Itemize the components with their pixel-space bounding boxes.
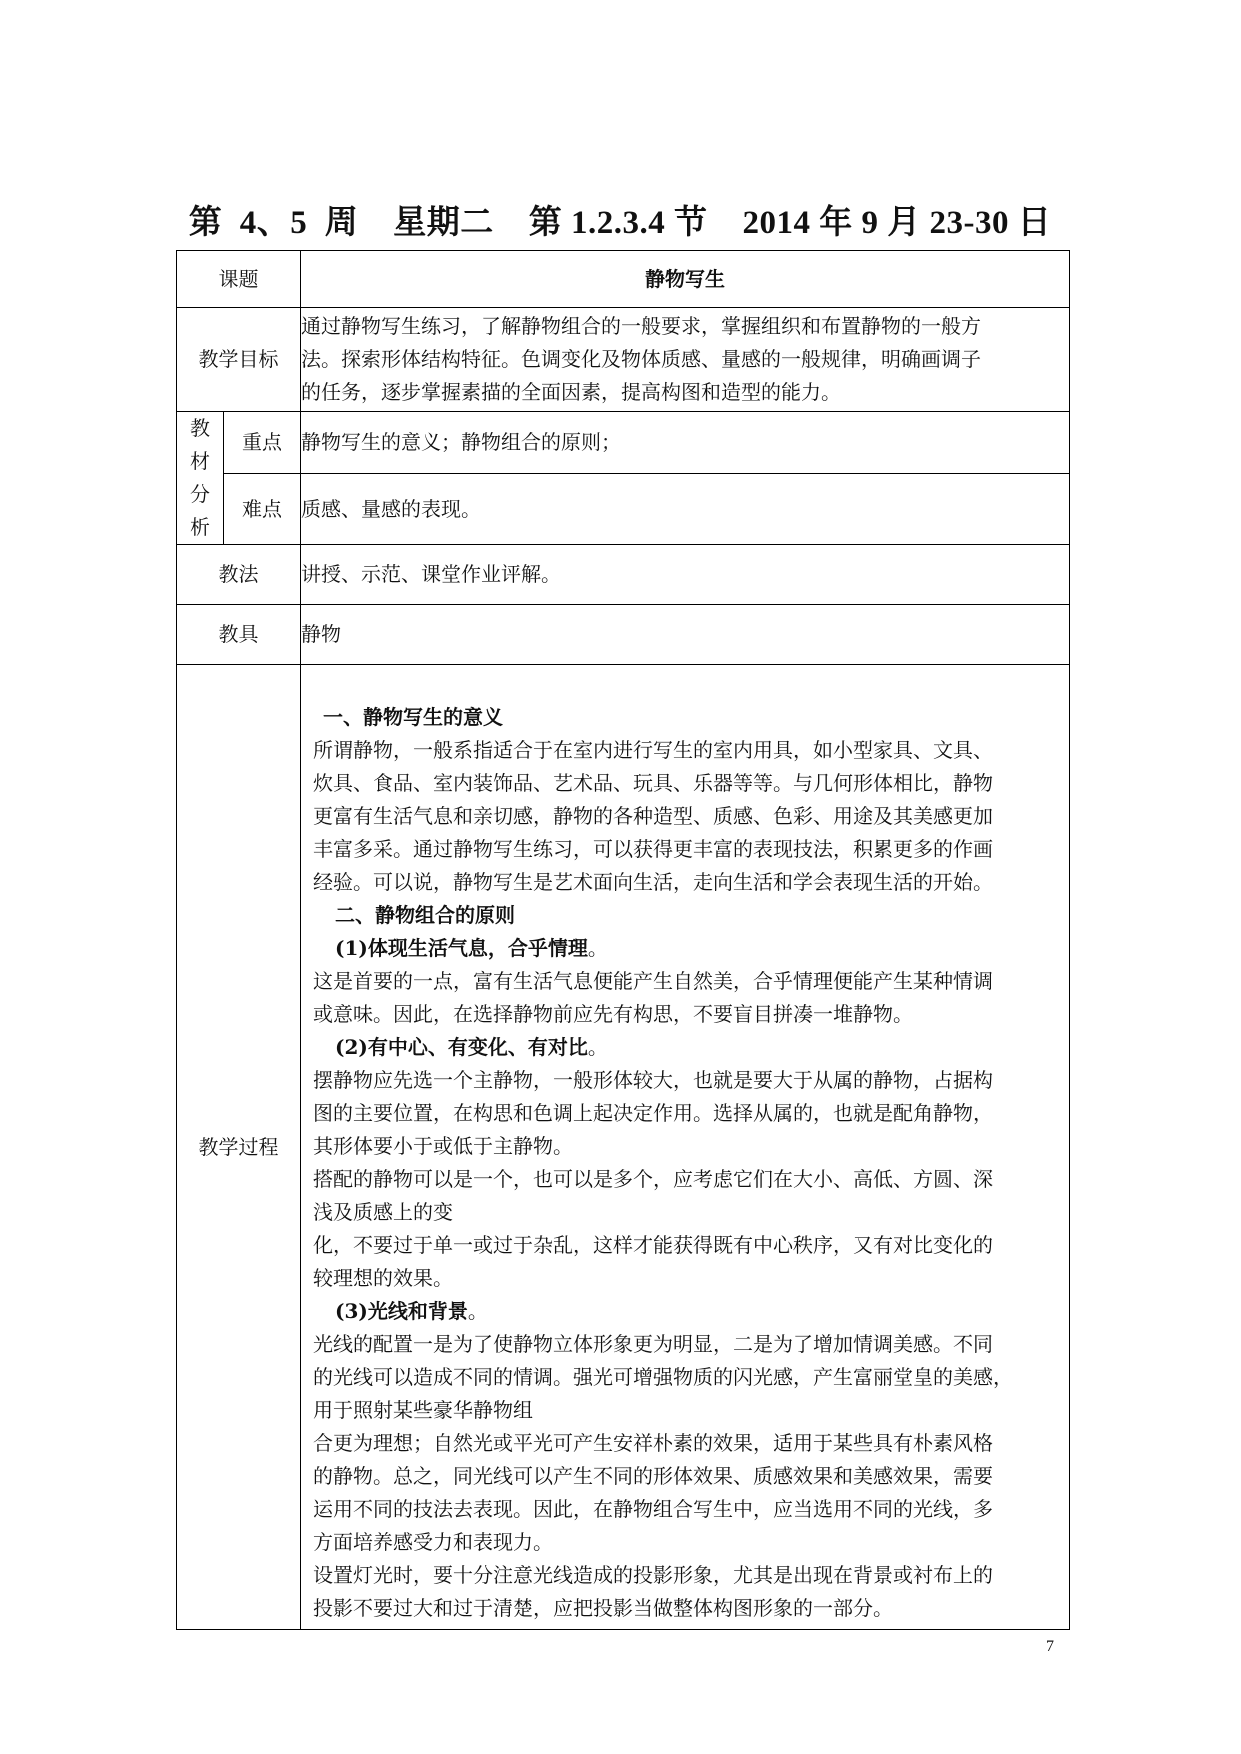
subsection-heading-text: (3)光线和背景 bbox=[335, 1299, 468, 1323]
tools-label: 教具 bbox=[177, 605, 301, 665]
process-content bbox=[301, 665, 1070, 1630]
method-label: 教法 bbox=[177, 545, 301, 605]
analysis-label bbox=[177, 412, 224, 545]
method-row bbox=[177, 545, 1070, 605]
paragraph-line: 摆静物应先选一个主静物，一般形体较大，也就是要大于从属的静物，占据构 bbox=[313, 1068, 993, 1092]
subsection-heading bbox=[313, 1031, 1059, 1064]
paragraph-line: 投影不要过大和过于清楚，应把投影当做整体构图形象的一部分。 bbox=[313, 1596, 893, 1620]
paragraph-line: 其形体要小于或低于主静物。 bbox=[313, 1134, 573, 1158]
section-heading: 一、静物写生的意义 bbox=[323, 705, 503, 729]
process-row bbox=[177, 665, 1070, 1630]
paragraph-line: 化，不要过于单一或过于杂乱，这样才能获得既有中心秩序，又有对比变化的 bbox=[313, 1233, 993, 1257]
goal-line: 通过静物写生练习，了解静物组合的一般要求，掌握组织和布置静物的一般方 bbox=[301, 314, 981, 338]
paragraph-line: 设置灯光时，要十分注意光线造成的投影形象，尤其是出现在背景或衬布上的 bbox=[313, 1563, 993, 1587]
subsection-heading-punct: 。 bbox=[587, 1035, 608, 1059]
key-value: 静物写生的意义；静物组合的原则； bbox=[301, 412, 1070, 474]
lesson-plan-table bbox=[176, 250, 1070, 1630]
goal-line: 的任务，逐步掌握素描的全面因素，提高构图和造型的能力。 bbox=[301, 380, 841, 404]
paragraph-line: 或意味。因此，在选择静物前应先有构思，不要盲目拼凑一堆静物。 bbox=[313, 1002, 913, 1026]
paragraph-line: 炊具、食品、室内装饰品、艺术品、玩具、乐器等等。与几何形体相比，静物 bbox=[313, 771, 993, 795]
subsection-heading bbox=[313, 932, 1059, 965]
subsection-heading-text: (1)体现生活气息，合乎情理 bbox=[335, 936, 588, 960]
difficulty-row bbox=[177, 474, 1070, 545]
subsection-heading-text: (2)有中心、有变化、有对比 bbox=[335, 1035, 588, 1059]
method-value: 讲授、示范、课堂作业评解。 bbox=[301, 545, 1070, 605]
goal-line: 法。探索形体结构特征。色调变化及物体质感、量感的一般规律，明确画调子 bbox=[301, 347, 981, 371]
paragraph-line: 用于照射某些豪华静物组 bbox=[313, 1398, 533, 1422]
section-heading: 二、静物组合的原则 bbox=[335, 903, 515, 927]
process-label: 教学过程 bbox=[177, 665, 301, 1630]
analysis-char: 分 bbox=[190, 482, 210, 506]
subsection-heading-punct: 。 bbox=[467, 1299, 488, 1323]
tools-value: 静物 bbox=[301, 605, 1070, 665]
paragraph-line: 的光线可以造成不同的情调。强光可增强物质的闪光感，产生富丽堂皇的美感， bbox=[313, 1365, 1013, 1389]
topic-row bbox=[177, 251, 1070, 308]
difficulty-value: 质感、量感的表现。 bbox=[301, 474, 1070, 545]
subsection-heading bbox=[313, 1295, 1059, 1328]
subsection-heading-punct: 。 bbox=[587, 936, 608, 960]
analysis-char: 材 bbox=[190, 449, 210, 473]
paragraph-line: 方面培养感受力和表现力。 bbox=[313, 1530, 553, 1554]
paragraph-line: 经验。可以说，静物写生是艺术面向生活，走向生活和学会表现生活的开始。 bbox=[313, 870, 993, 894]
paragraph-line: 搭配的静物可以是一个，也可以是多个，应考虑它们在大小、高低、方圆、深 bbox=[313, 1167, 993, 1191]
paragraph-line: 合更为理想；自然光或平光可产生安祥朴素的效果，适用于某些具有朴素风格 bbox=[313, 1431, 993, 1455]
goal-row bbox=[177, 308, 1070, 412]
topic-label: 课题 bbox=[177, 251, 301, 308]
page-number: 7 bbox=[1046, 1638, 1054, 1655]
paragraph-line: 的静物。总之，同光线可以产生不同的形体效果、质感效果和美感效果，需要 bbox=[313, 1464, 993, 1488]
paragraph-line: 较理想的效果。 bbox=[313, 1266, 453, 1290]
paragraph-line: 这是首要的一点，富有生活气息便能产生自然美，合乎情理便能产生某种情调 bbox=[313, 969, 993, 993]
paragraph-line: 图的主要位置，在构思和色调上起决定作用。选择从属的，也就是配角静物， bbox=[313, 1101, 993, 1125]
topic-value: 静物写生 bbox=[301, 251, 1070, 308]
goal-label: 教学目标 bbox=[177, 308, 301, 412]
paragraph-line: 更富有生活气息和亲切感，静物的各种造型、质感、色彩、用途及其美感更加 bbox=[313, 804, 993, 828]
analysis-char: 析 bbox=[190, 515, 210, 539]
paragraph-line: 所谓静物，一般系指适合于在室内进行写生的室内用具，如小型家具、文具、 bbox=[313, 738, 993, 762]
key-row bbox=[177, 412, 1070, 474]
paragraph-line: 丰富多采。通过静物写生练习，可以获得更丰富的表现技法，积累更多的作画 bbox=[313, 837, 993, 861]
page-title: 第 4、5 周 星期二 第 1.2.3.4 节 2014 年 9 月 23-30 日 bbox=[188, 205, 1052, 241]
key-label: 重点 bbox=[224, 412, 301, 474]
difficulty-label: 难点 bbox=[224, 474, 301, 545]
tools-row bbox=[177, 605, 1070, 665]
goal-text bbox=[301, 308, 1070, 412]
paragraph-line: 浅及质感上的变 bbox=[313, 1200, 453, 1224]
paragraph-line: 光线的配置一是为了使静物立体形象更为明显，二是为了增加情调美感。不同 bbox=[313, 1332, 993, 1356]
analysis-char: 教 bbox=[190, 416, 210, 440]
paragraph-line: 运用不同的技法去表现。因此，在静物组合写生中，应当选用不同的光线，多 bbox=[313, 1497, 993, 1521]
